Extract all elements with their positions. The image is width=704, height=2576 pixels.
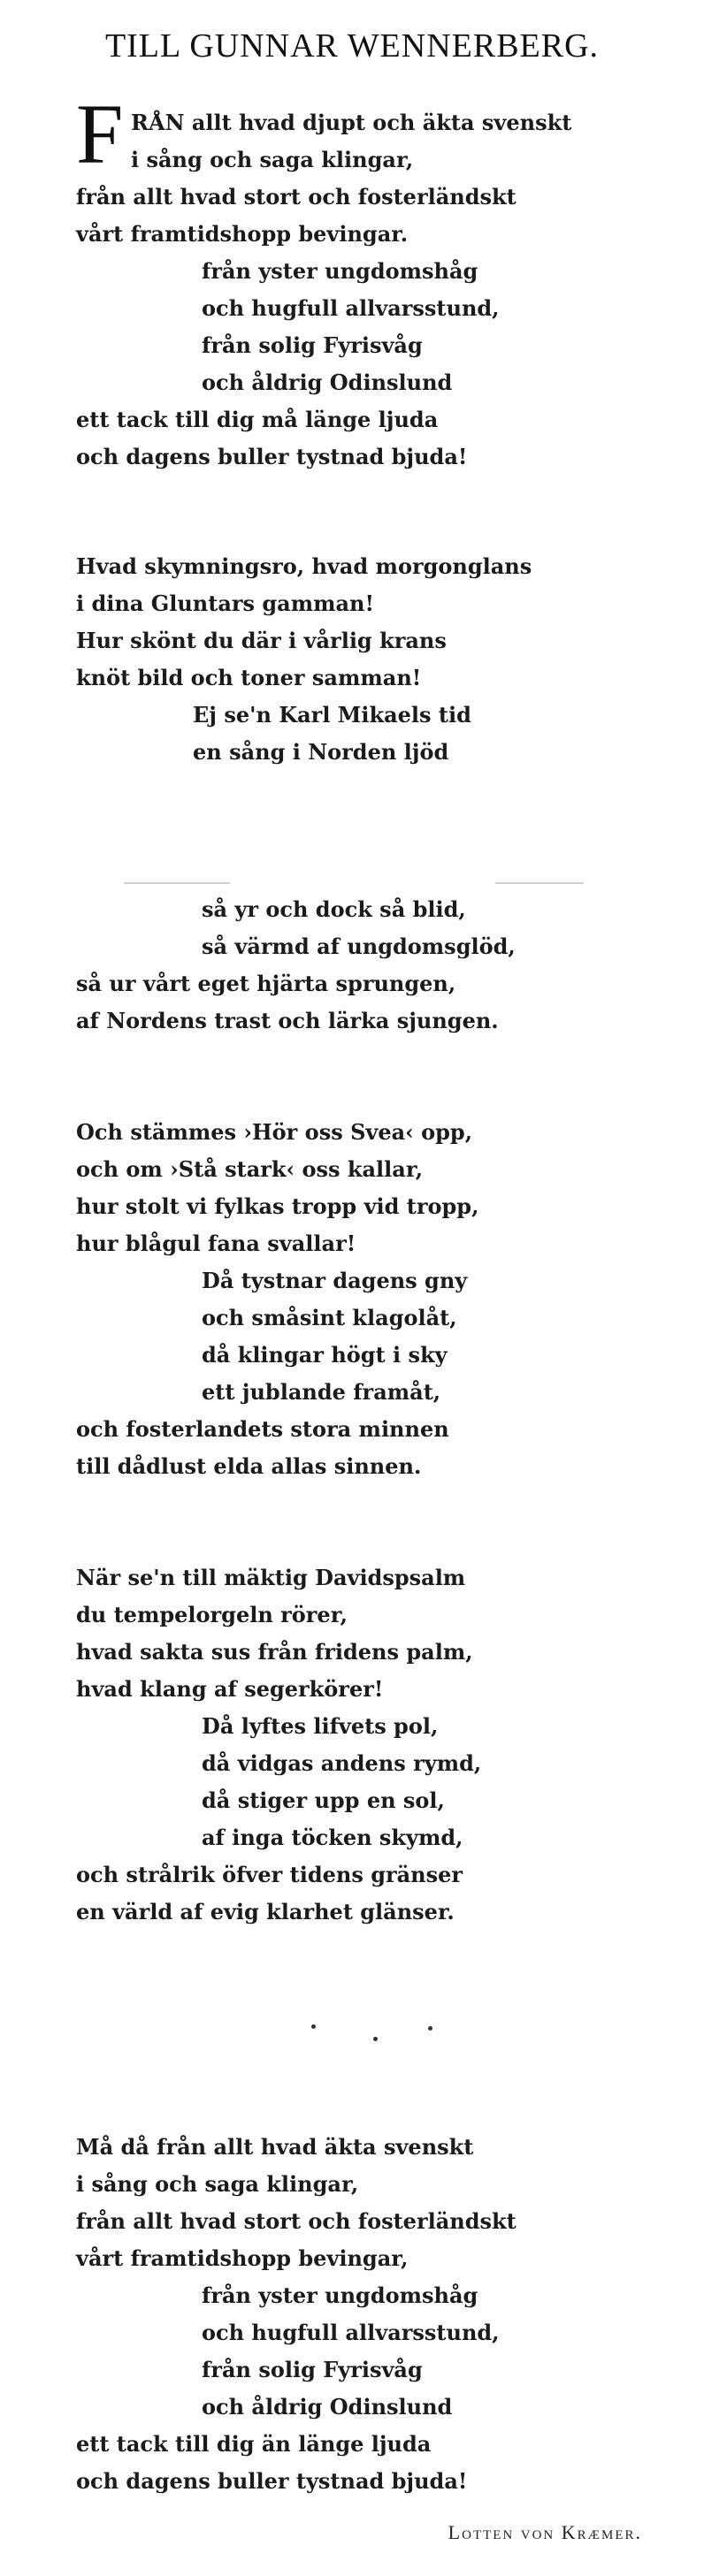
stanza-6-line-2: i sång och saga klingar,: [76, 2171, 359, 2197]
stanza-1-line-5: från yster ungdomshåg: [202, 258, 478, 284]
stanza-6-line-8: och åldrig Odinslund: [202, 2394, 453, 2420]
stanza-5-line-7: då stiger upp en sol,: [202, 1787, 445, 1813]
stanza-5-line-10: en värld af evig klarhet glänser.: [76, 1899, 455, 1924]
stanza-2-line-5: Ej se'n Karl Mikaels tid: [193, 702, 471, 728]
stanza-3-line-2: så värmd af ungdomsglöd,: [202, 934, 516, 959]
stanza-4-line-2: och om ›Stå stark‹ oss kallar,: [76, 1156, 424, 1182]
stanza-4-line-10: till dådlust elda allas sinnen.: [76, 1453, 422, 1479]
stanza-1-line-9: ett tack till dig må länge ljuda: [76, 407, 439, 432]
stanza-1-line-2: i sång och saga klingar,: [131, 147, 414, 172]
stanza-6-line-1: Må då från allt hvad äkta svenskt: [76, 2134, 474, 2160]
stanza-2-line-1: Hvad skymningsro, hvad morgonglans: [76, 553, 532, 579]
stanza-6-line-4: vårt framtidshopp bevingar,: [76, 2245, 409, 2271]
stanza-2-line-3: Hur skönt du där i vårlig krans: [76, 628, 447, 653]
stanza-5-line-3: hvad sakta sus från fridens palm,: [76, 1639, 473, 1665]
stanza-1-line-8: och åldrig Odinslund: [202, 370, 453, 395]
stanza-5-line-6: då vidgas andens rymd,: [202, 1750, 482, 1776]
stanza-4-line-8: ett jublande framåt,: [202, 1379, 441, 1405]
stanza-6-line-3: från allt hvad stort och fosterländskt: [76, 2208, 517, 2234]
stanza-5-line-5: Då lyftes lifvets pol,: [202, 1713, 439, 1739]
stanza-5-line-8: af inga töcken skymd,: [202, 1825, 463, 1850]
stanza-3-line-3: så ur vårt eget hjärta sprungen,: [76, 971, 456, 996]
print-speck: [373, 2037, 378, 2041]
stanza-4-line-9: och fosterlandets stora minnen: [76, 1416, 449, 1442]
stanza-5-line-9: och strålrik öfver tidens gränser: [76, 1862, 463, 1887]
stanza-2-line-4: knöt bild och toner samman!: [76, 665, 422, 690]
stanza-4-line-3: hur stolt vi fylkas tropp vid tropp,: [76, 1193, 479, 1219]
stanza-1-line-1: RÅN allt hvad djupt och äkta svenskt: [131, 110, 572, 135]
stanza-6-line-10: och dagens buller tystnad bjuda!: [76, 2468, 468, 2494]
stanza-3-line-4: af Nordens trast och lärka sjungen.: [76, 1008, 499, 1033]
stanza-5-line-1: När se'n till mäktig Davidspsalm: [76, 1565, 466, 1590]
author-signature: Lotten von Kræmer.: [448, 2521, 642, 2543]
stanza-5-line-2: du tempelorgeln rörer,: [76, 1602, 348, 1627]
stanza-5-line-4: hvad klang af segerkörer!: [76, 1676, 384, 1702]
stanza-1-line-3: från allt hvad stort och fosterländskt: [76, 184, 517, 210]
print-speck: [428, 2026, 432, 2031]
stanza-6-line-6: och hugfull allvarsstund,: [202, 2320, 500, 2345]
stanza-4-line-6: och småsint klagolåt,: [202, 1305, 457, 1330]
drop-cap: F: [76, 87, 124, 181]
stanza-4-line-7: då klingar högt i sky: [202, 1342, 448, 1368]
stanza-3-line-1: så yr och dock så blid,: [202, 896, 466, 922]
stanza-4-line-1: Och stämmes ›Hör oss Svea‹ opp,: [76, 1119, 473, 1145]
faint-line: [495, 882, 584, 884]
stanza-2-line-2: i dina Gluntars gamman!: [76, 591, 375, 616]
stanza-6-line-7: från solig Fyrisvåg: [202, 2357, 423, 2382]
stanza-1-line-10: och dagens buller tystnad bjuda!: [76, 444, 468, 469]
stanza-2-line-6: en sång i Norden ljöd: [193, 739, 449, 765]
stanza-1-line-4: vårt framtidshopp bevingar.: [76, 221, 409, 247]
stanza-1-line-6: och hugfull allvarsstund,: [202, 295, 500, 321]
stanza-4-line-4: hur blågul fana svallar!: [76, 1231, 356, 1256]
stanza-6-line-5: från yster ungdomshåg: [202, 2283, 478, 2308]
stanza-4-line-5: Då tystnar dagens gny: [202, 1268, 468, 1293]
poem-title: TILL GUNNAR WENNERBERG.: [104, 27, 600, 65]
stanza-6-line-9: ett tack till dig än länge ljuda: [76, 2431, 432, 2457]
stanza-1-line-7: från solig Fyrisvåg: [202, 332, 423, 358]
print-speck: [311, 2024, 316, 2029]
faint-line: [124, 882, 230, 884]
